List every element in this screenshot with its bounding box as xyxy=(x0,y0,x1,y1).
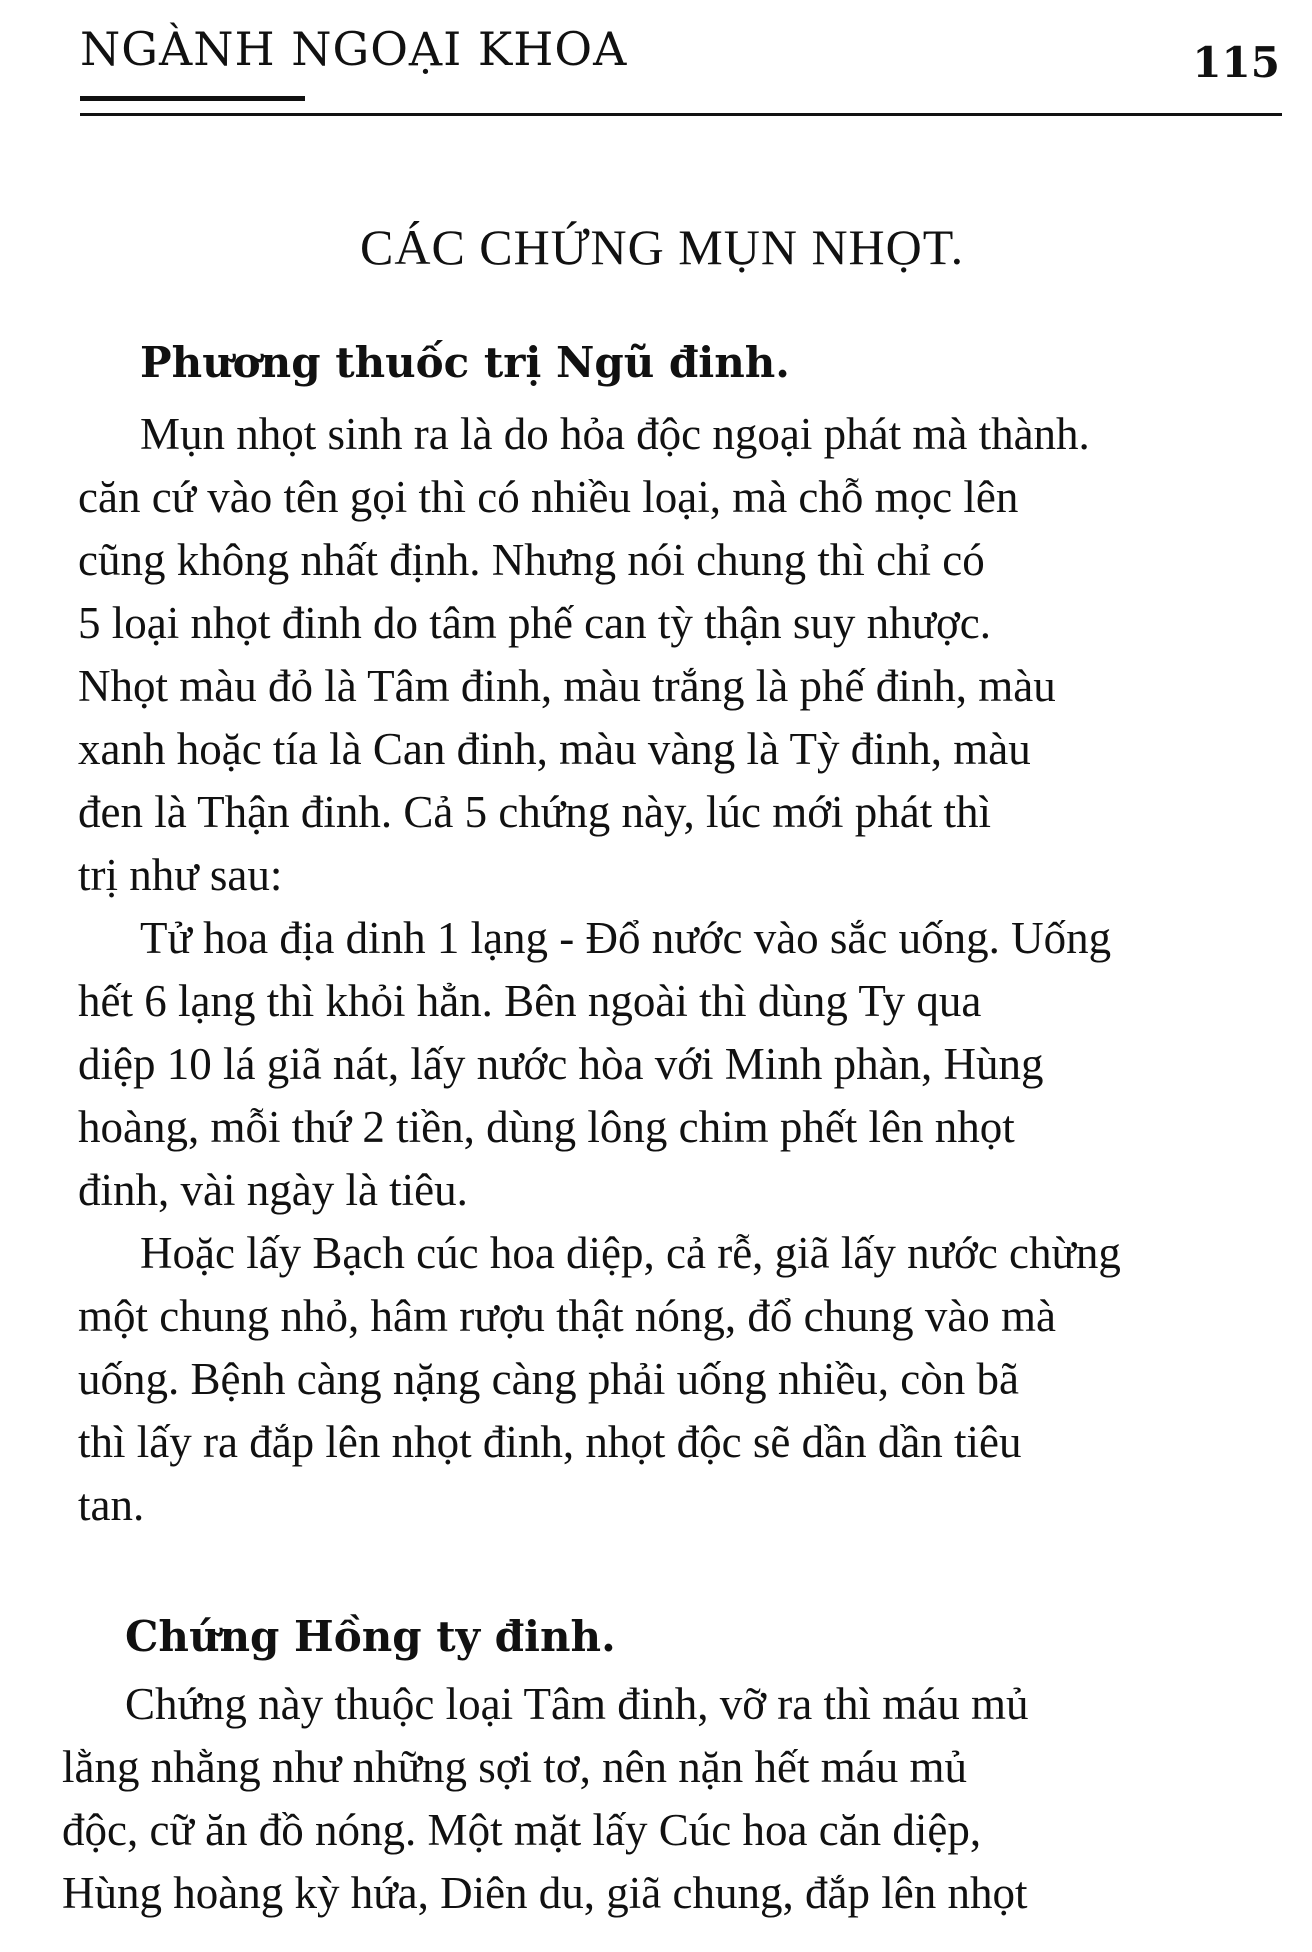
paragraph-line: thì lấy ra đắp lên nhọt đinh, nhọt độc sẽ dần dần tiêu xyxy=(78,1417,1022,1467)
paragraph-line: Mụn nhọt sinh ra là do hỏa độc ngoại phát mà thành. xyxy=(140,409,1090,459)
header-rule xyxy=(80,113,1282,116)
paragraph-line: 5 loại nhọt đinh do tâm phế can tỳ thận suy nhược. xyxy=(78,598,992,648)
paragraph-line: đinh, vài ngày là tiêu. xyxy=(78,1165,468,1215)
paragraph-line: căn cứ vào tên gọi thì có nhiều loại, mà chỗ mọc lên xyxy=(78,472,1019,522)
paragraph-line: hết 6 lạng thì khỏi hẳn. Bên ngoài thì dùng Ty qua xyxy=(78,976,982,1026)
paragraph-line: tan. xyxy=(78,1480,145,1530)
paragraph-line: đen là Thận đinh. Cả 5 chứng này, lúc mới phát thì xyxy=(78,787,992,837)
heading-ngu-dinh: Phương thuốc trị Ngũ đinh. xyxy=(140,338,790,387)
paragraph-line: Nhọt màu đỏ là Tâm đinh, màu trắng là phế đinh, màu xyxy=(78,661,1056,711)
paragraph-line: Tử hoa địa dinh 1 lạng - Đổ nước vào sắc uống. Uống xyxy=(140,913,1112,963)
heading-hong-ty-dinh: Chứng Hồng ty đinh. xyxy=(125,1612,616,1661)
paragraph-line: trị như sau: xyxy=(78,850,283,900)
paragraph-line: cũng không nhất định. Nhưng nói chung thì chỉ có xyxy=(78,535,985,585)
page-number: 115 xyxy=(1192,38,1280,87)
paragraph-line: Hùng hoàng kỳ hứa, Diên du, giã chung, đắp lên nhọt xyxy=(62,1868,1028,1918)
running-head-title: NGÀNH NGOẠI KHOA xyxy=(80,22,628,76)
section-title: CÁC CHỨNG MỤN NHỌT. xyxy=(360,219,965,275)
header-rule-thick xyxy=(80,96,305,101)
paragraph-line: một chung nhỏ, hâm rượu thật nóng, đổ chung vào mà xyxy=(78,1291,1057,1341)
paragraph-line: độc, cữ ăn đồ nóng. Một mặt lấy Cúc hoa căn diệp, xyxy=(62,1805,982,1855)
paragraph-line: xanh hoặc tía là Can đinh, màu vàng là Tỳ đinh, màu xyxy=(78,724,1031,774)
paragraph-line: uống. Bệnh càng nặng càng phải uống nhiều, còn bã xyxy=(78,1354,1020,1404)
paragraph-line: diệp 10 lá giã nát, lấy nước hòa với Minh phàn, Hùng xyxy=(78,1039,1044,1089)
paragraph-line: Hoặc lấy Bạch cúc hoa diệp, cả rễ, giã lấy nước chừng xyxy=(140,1228,1121,1278)
paragraph-line: Chứng này thuộc loại Tâm đinh, vỡ ra thì máu mủ xyxy=(125,1679,1029,1729)
paragraph-line: hoàng, mỗi thứ 2 tiền, dùng lông chim phết lên nhọt xyxy=(78,1102,1015,1152)
paragraph-line: lằng nhằng như những sợi tơ, nên nặn hết máu mủ xyxy=(62,1742,967,1792)
